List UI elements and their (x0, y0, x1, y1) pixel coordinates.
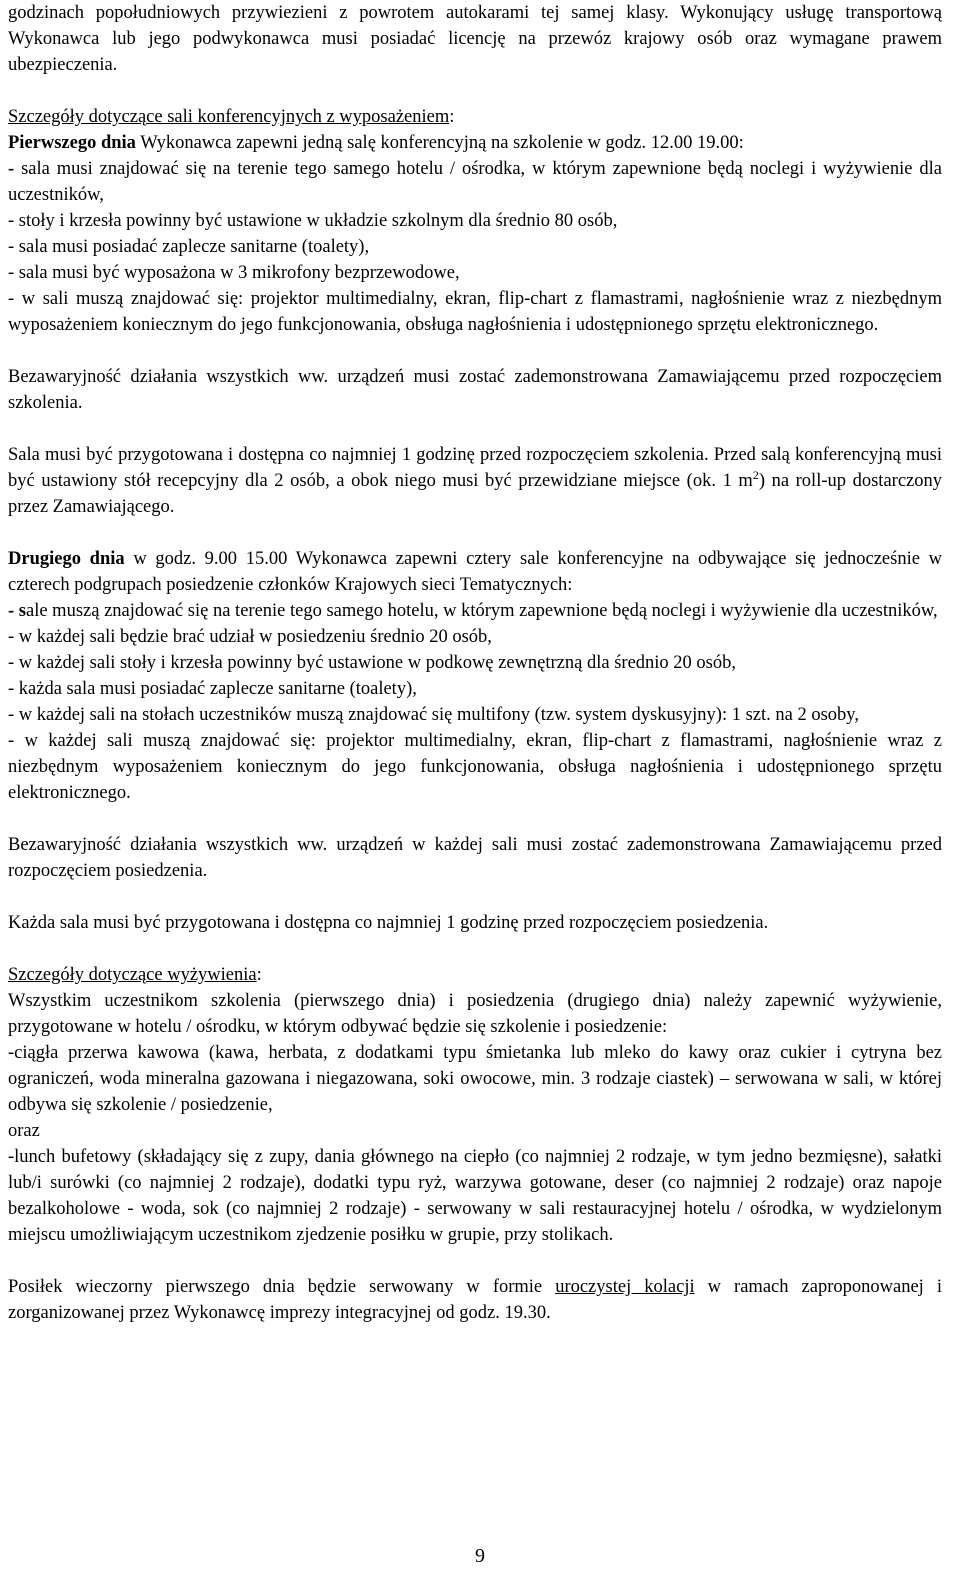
catering-heading-text: Szczegóły dotyczące wyżywienia (8, 965, 257, 985)
day2-bullet: - w każdej sali będzie brać udział w posiedzeniu średnio 20 osób, (8, 627, 492, 647)
heading-colon: : (256, 965, 262, 985)
day1-bullet: - sala musi być wyposażona w 3 mikrofony bezprzewodowe, (8, 263, 460, 283)
conference-rooms-heading-text: Szczegóły dotyczące sali konferencyjnych z wyposażeniem (8, 107, 450, 127)
day1-bullet: - stoły i krzesła powinny być ustawione w układzie szkolnym dla średnio 80 osób, (8, 211, 618, 231)
readiness-paragraph-day1 (8, 442, 942, 520)
day1-bullet: - w sali muszą znajdować się: projektor multimedialny, ekran, flip-chart z flamastrami, nagłośnienie wraz z niezbędnym wyposażeniem koniecznym do jego funkcjonowania, obsługa nagłośnienia i udostępnionego sprzętu elektronicznego. (8, 289, 942, 335)
dinner-paragraph (8, 1274, 942, 1326)
day2-bullet: - każda sala musi posiadać zaplecze sanitarne (toalety), (8, 679, 417, 699)
day1-bullet: - sala musi posiadać zaplecze sanitarne (toalety), (8, 237, 370, 257)
coffee-break-item: -ciągła przerwa kawowa (kawa, herbata, z dodatkami typu śmietanka lub mleko do kawy oraz cukier i cytryna bez ograniczeń, woda mineralna gazowana i niegazowana, soki owocowe, min. 3 rodzaje ciastek) – serwowana w sali, w której odbywa się szkolenie / posiedzenie, (8, 1043, 942, 1115)
reliability-paragraph-day2: Bezawaryjność działania wszystkich ww. urządzeń w każdej sali musi zostać zademonstrowana Zamawiającemu przed rozpoczęciem posiedzenia. (8, 835, 942, 881)
day1-paragraph (8, 130, 942, 156)
bullet-text: sala musi znajdować się na terenie tego samego hotelu / ośrodka, w którym zapewnione będą noclegi i wyżywienie dla uczestników, (8, 159, 942, 205)
readiness-paragraph-day2: Każda sala musi być przygotowana i dostępna co najmniej 1 godzinę przed rozpoczęciem posiedzenia. (8, 913, 769, 933)
heading-colon: : (449, 107, 455, 127)
catering-heading (8, 962, 942, 988)
reliability-paragraph-day1: Bezawaryjność działania wszystkich ww. urządzeń musi zostać zademonstrowana Zamawiającemu przed rozpoczęciem szkolenia. (8, 367, 942, 413)
day2-bullet: - w każdej sali muszą znajdować się: projektor multimedialny, ekran, flip-chart z flamastrami, nagłośnienie wraz z niezbędnym wyposażeniem koniecznym do jego funkcjonowania, obsługa nagłośnienia i udostępnionego sprzętu elektronicznego. (8, 731, 942, 803)
conference-rooms-heading (8, 104, 942, 130)
dinner-text: Posiłek wieczorny pierwszego dnia będzie serwowany w formie (8, 1277, 556, 1297)
day1-label: Pierwszego dnia (8, 133, 136, 153)
readiness-text-end: ) na roll-up dostarczony przez Zamawiającego. (8, 471, 942, 517)
day2-bullet (8, 598, 942, 624)
document-page (8, 0, 942, 1326)
catering-intro: Wszystkim uczestnikom szkolenia (pierwszego dnia) i posiedzenia (drugiego dnia) należy zapewnić wyżywienie, przygotowane w hotelu / ośrodku, w którym odbywać będzie się szkolenie i posiedzenie: (8, 991, 942, 1037)
readiness-text: Sala musi być przygotowana i dostępna co najmniej 1 godzinę przed rozpoczęciem szkolenia. Przed salą konferencyjną musi być ustawiony stół recepcyjny dla 2 osób, a obok niego musi być przewidziane miejsce (ok. 1 m (8, 445, 942, 491)
superscript: 2 (752, 467, 759, 482)
conjunction-text: oraz (8, 1121, 40, 1141)
day1-text: Wykonawca zapewni jedną salę konferencyjną na szkolenie w godz. 12.00 19.00: (135, 133, 744, 153)
bullet-text: ale muszą znajdować się na terenie tego samego hotelu, w którym zapewnione będą noclegi i wyżywienie dla uczestników, (26, 601, 938, 621)
day2-bullet: - w każdej sali stoły i krzesła powinny być ustawione w podkowę zewnętrzną dla średnio 20 osób, (8, 653, 736, 673)
bullet-dash: - s (8, 601, 26, 621)
day2-paragraph (8, 546, 942, 598)
page-number: 9 (475, 1545, 485, 1567)
dinner-underlined-text: uroczystej kolacji (555, 1277, 695, 1297)
intro-paragraph: godzinach popołudniowych przywiezieni z powrotem autokarami tej samej klasy. Wykonujący usługę transportową Wykonawca lub jego podwykonawca musi posiadać licencję na przewóz krajowy osób oraz wymagane prawem ubezpieczenia. (8, 3, 942, 75)
day1-bullet (8, 156, 942, 208)
day2-label: Drugiego dnia (8, 549, 125, 569)
dinner-text-end: w ramach zaproponowanej i zorganizowanej przez Wykonawcę imprezy integracyjnej od godz. 19.30. (8, 1277, 942, 1323)
day2-bullet: - w każdej sali na stołach uczestników muszą znajdować się multifony (tzw. system dyskusyjny): 1 szt. na 2 osoby, (8, 705, 859, 725)
bullet-dash: - (8, 159, 15, 179)
day2-text: w godz. 9.00 15.00 Wykonawca zapewni cztery sale konferencyjne na odbywające się jednocześnie w czterech podgrupach posiedzenie członków Krajowych sieci Tematycznych: (8, 549, 943, 595)
lunch-item: -lunch bufetowy (składający się z zupy, dania głównego na ciepło (co najmniej 2 rodzaje, w tym jedno bezmięsne), sałatki lub/i surówki (co najmniej 2 rodzaje), dodatki typu ryż, warzywa gotowane, deser (co najmniej 2 rodzaje) oraz napoje bezalkoholowe - woda, sok (co najmniej 2 rodzaje) - serwowany w sali restauracyjnej hotelu / ośrodka, w wydzielonym miejscu umożliwiającym uczestnikom zjedzenie posiłku w grupie, przy stolikach. (8, 1147, 942, 1245)
